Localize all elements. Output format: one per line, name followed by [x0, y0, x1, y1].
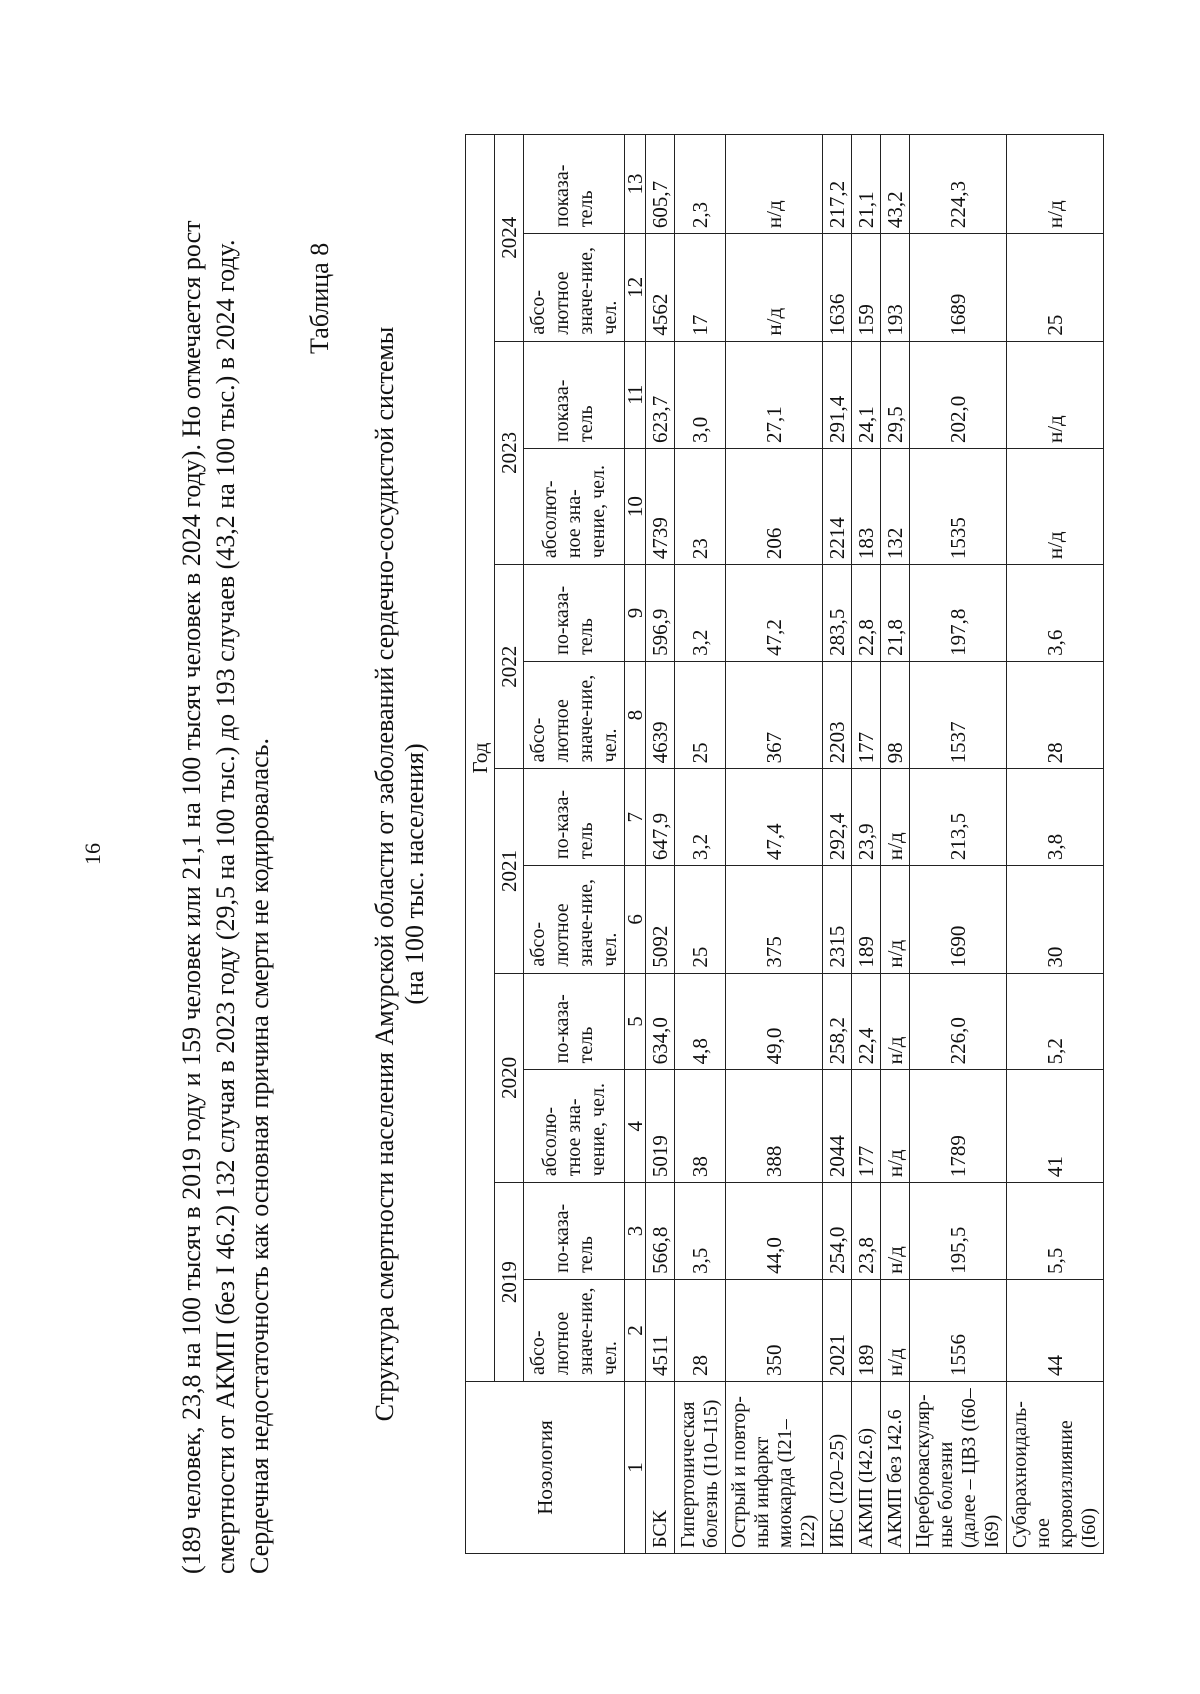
rate-value-cell: 3,6 — [1007, 565, 1104, 662]
absolute-value-cell: 2044 — [823, 1070, 852, 1183]
nosology-cell: АКМП без I42.6 — [881, 1382, 910, 1554]
rate-value-cell: 5,5 — [1007, 1183, 1104, 1280]
table-label: Таблица 8 — [305, 242, 334, 354]
rate-value-cell: 291,4 — [823, 341, 852, 448]
absolute-value-cell: 5019 — [646, 1070, 675, 1183]
nosology-cell: Острый и повтор-ный инфаркт миокарда (I21–I22) — [726, 1382, 823, 1554]
year-2020: 2020 — [495, 973, 524, 1183]
rate-value-cell: 3,0 — [675, 341, 726, 448]
rate-value-cell: 21,8 — [881, 565, 910, 662]
column-index: 9 — [625, 565, 646, 662]
column-index: 7 — [625, 769, 646, 866]
table-body — [646, 135, 1104, 1554]
table-row — [852, 135, 881, 1554]
subheader-rate: по-каза-тель — [524, 973, 625, 1070]
absolute-value-cell: 1556 — [910, 1279, 1007, 1381]
absolute-value-cell: 189 — [852, 866, 881, 973]
column-index: 1 — [625, 1382, 646, 1554]
rate-value-cell: 27,1 — [726, 341, 823, 448]
rate-value-cell: н/д — [881, 769, 910, 866]
absolute-value-cell: н/д — [726, 234, 823, 341]
rate-value-cell: н/д — [1007, 341, 1104, 448]
rate-value-cell: 226,0 — [910, 973, 1007, 1070]
table-row — [823, 135, 852, 1554]
year-2024: 2024 — [495, 135, 524, 342]
absolute-value-cell: 25 — [1007, 234, 1104, 341]
absolute-value-cell: 1690 — [910, 866, 1007, 973]
absolute-value-cell: 23 — [675, 449, 726, 565]
mortality-table — [465, 134, 1104, 1554]
column-index: 12 — [625, 234, 646, 341]
absolute-value-cell: 388 — [726, 1070, 823, 1183]
rate-value-cell: 43,2 — [881, 135, 910, 234]
rate-value-cell: 258,2 — [823, 973, 852, 1070]
column-index: 5 — [625, 973, 646, 1070]
rate-value-cell: н/д — [726, 135, 823, 234]
table-row — [910, 135, 1007, 1554]
table-row — [675, 135, 726, 1554]
absolute-value-cell: 98 — [881, 661, 910, 768]
absolute-value-cell: 2315 — [823, 866, 852, 973]
rate-value-cell: 195,5 — [910, 1183, 1007, 1280]
column-index: 8 — [625, 661, 646, 768]
rate-value-cell: 202,0 — [910, 341, 1007, 448]
subheader-absolute: абсо-лютное значе-ние, чел. — [524, 234, 625, 341]
absolute-value-cell: 5092 — [646, 866, 675, 973]
rate-value-cell: 213,5 — [910, 769, 1007, 866]
nosology-cell: АКМП (I42.6) — [852, 1382, 881, 1554]
table-row — [881, 135, 910, 1554]
column-index: 6 — [625, 866, 646, 973]
absolute-value-cell: 1789 — [910, 1070, 1007, 1183]
absolute-value-cell: 350 — [726, 1279, 823, 1381]
rate-value-cell: 21,1 — [852, 135, 881, 234]
absolute-value-cell: 28 — [675, 1279, 726, 1381]
subheader-absolute: абсо-лютное значе-ние, чел. — [524, 1279, 625, 1381]
subheader-rate: показа-тель — [524, 135, 625, 234]
table-caption — [370, 174, 430, 1574]
absolute-value-cell: 17 — [675, 234, 726, 341]
column-index: 11 — [625, 341, 646, 448]
column-index: 3 — [625, 1183, 646, 1280]
absolute-value-cell: 375 — [726, 866, 823, 973]
intro-paragraph — [175, 194, 277, 1574]
absolute-value-cell: 2203 — [823, 661, 852, 768]
paragraph-line: смертности от АКМП (без I 46.2) 132 случая в 2023 году (29,5 на 100 тыс.) до 193 случаев (43,2 на 100 тыс.) в 2024 году. — [211, 239, 240, 1574]
absolute-value-cell: 4639 — [646, 661, 675, 768]
subheader-rate: по-каза-тель — [524, 565, 625, 662]
rate-value-cell: н/д — [1007, 135, 1104, 234]
absolute-value-cell: 4562 — [646, 234, 675, 341]
subheader-absolute: абсолю-тное зна-чение, чел. — [524, 1070, 625, 1183]
nosology-header: Нозология — [466, 1382, 625, 1554]
page-number: 16 — [80, 843, 105, 865]
rate-value-cell: 623,7 — [646, 341, 675, 448]
paragraph-line: Сердечная недостаточность как основная причина смерти не кодировалась. — [245, 738, 274, 1574]
rate-value-cell: 566,8 — [646, 1183, 675, 1280]
rate-value-cell: 49,0 — [726, 973, 823, 1070]
year-2022: 2022 — [495, 565, 524, 769]
absolute-value-cell: н/д — [1007, 449, 1104, 565]
year-2019: 2019 — [495, 1183, 524, 1382]
rate-value-cell: 24,1 — [852, 341, 881, 448]
rate-value-cell: 5,2 — [1007, 973, 1104, 1070]
subheader-rate: по-каза-тель — [524, 1183, 625, 1280]
subheader-absolute: абсолют-ное зна-чение, чел. — [524, 449, 625, 565]
absolute-value-cell: 38 — [675, 1070, 726, 1183]
nosology-cell: БСК — [646, 1382, 675, 1554]
absolute-value-cell: 28 — [1007, 661, 1104, 768]
rate-value-cell: 3,2 — [675, 565, 726, 662]
rate-value-cell: 292,4 — [823, 769, 852, 866]
rate-value-cell: 596,9 — [646, 565, 675, 662]
year-2021: 2021 — [495, 769, 524, 973]
rate-value-cell: 197,8 — [910, 565, 1007, 662]
absolute-value-cell: 25 — [675, 866, 726, 973]
column-index: 2 — [625, 1279, 646, 1381]
table-row — [1007, 135, 1104, 1554]
absolute-value-cell: 1636 — [823, 234, 852, 341]
rate-value-cell: 605,7 — [646, 135, 675, 234]
rate-value-cell: 283,5 — [823, 565, 852, 662]
nosology-cell: Цереброваскуляр-ные болезни (далее – ЦВЗ (I60–I69) — [910, 1382, 1007, 1554]
absolute-value-cell: 4739 — [646, 449, 675, 565]
absolute-value-cell: 41 — [1007, 1070, 1104, 1183]
year-header: Год — [466, 135, 495, 1382]
rate-value-cell: 47,4 — [726, 769, 823, 866]
absolute-value-cell: н/д — [881, 866, 910, 973]
caption-line-1: Структура смертности населения Амурской области от заболеваний сердечно-сосудистой системы — [370, 326, 399, 1422]
table-row — [726, 135, 823, 1554]
rate-value-cell: 3,5 — [675, 1183, 726, 1280]
nosology-cell: Субарахноидаль-ное кровоизлияние (I60) — [1007, 1382, 1104, 1554]
rate-value-cell: н/д — [881, 973, 910, 1070]
absolute-value-cell: 132 — [881, 449, 910, 565]
rate-value-cell: 4,8 — [675, 973, 726, 1070]
absolute-value-cell: 2021 — [823, 1279, 852, 1381]
rate-value-cell: н/д — [881, 1183, 910, 1280]
rate-value-cell: 224,3 — [910, 135, 1007, 234]
absolute-value-cell: 193 — [881, 234, 910, 341]
rate-value-cell: 3,2 — [675, 769, 726, 866]
absolute-value-cell: 183 — [852, 449, 881, 565]
rate-value-cell: 47,2 — [726, 565, 823, 662]
absolute-value-cell: 367 — [726, 661, 823, 768]
absolute-value-cell: 177 — [852, 1070, 881, 1183]
absolute-value-cell: 1689 — [910, 234, 1007, 341]
subheader-absolute: абсо-лютное значе-ние, чел. — [524, 866, 625, 973]
subheader-rate: показа-тель — [524, 341, 625, 448]
column-index: 13 — [625, 135, 646, 234]
rate-value-cell: 2,3 — [675, 135, 726, 234]
absolute-value-cell: 2214 — [823, 449, 852, 565]
rate-value-cell: 23,9 — [852, 769, 881, 866]
paragraph-line: (189 человек, 23,8 на 100 тысяч в 2019 году и 159 человек или 21,1 на 100 тысяч человек в 2024 году). Но отмечается рост — [177, 220, 206, 1574]
column-index-row — [625, 135, 646, 1554]
caption-line-2: (на 100 тыс. населения) — [400, 743, 429, 1005]
absolute-value-cell: 189 — [852, 1279, 881, 1381]
table-row — [646, 135, 675, 1554]
absolute-value-cell: 1537 — [910, 661, 1007, 768]
subheader-rate: по-каза-тель — [524, 769, 625, 866]
rate-value-cell: 44,0 — [726, 1183, 823, 1280]
absolute-value-cell: 1535 — [910, 449, 1007, 565]
rate-value-cell: 23,8 — [852, 1183, 881, 1280]
rate-value-cell: 647,9 — [646, 769, 675, 866]
rate-value-cell: 22,8 — [852, 565, 881, 662]
absolute-value-cell: н/д — [881, 1070, 910, 1183]
rate-value-cell: 217,2 — [823, 135, 852, 234]
absolute-value-cell: 25 — [675, 661, 726, 768]
nosology-cell: ИБС (I20–25) — [823, 1382, 852, 1554]
rate-value-cell: 3,8 — [1007, 769, 1104, 866]
rate-value-cell: 634,0 — [646, 973, 675, 1070]
rate-value-cell: 254,0 — [823, 1183, 852, 1280]
nosology-cell: Гипертоническая болезнь (I10–I15) — [675, 1382, 726, 1554]
absolute-value-cell: 177 — [852, 661, 881, 768]
column-index: 10 — [625, 449, 646, 565]
absolute-value-cell: н/д — [881, 1279, 910, 1381]
rate-value-cell: 29,5 — [881, 341, 910, 448]
year-2023: 2023 — [495, 341, 524, 565]
column-index: 4 — [625, 1070, 646, 1183]
absolute-value-cell: 44 — [1007, 1279, 1104, 1381]
absolute-value-cell: 30 — [1007, 866, 1104, 973]
absolute-value-cell: 4511 — [646, 1279, 675, 1381]
rate-value-cell: 22,4 — [852, 973, 881, 1070]
absolute-value-cell: 159 — [852, 234, 881, 341]
subheader-absolute: абсо-лютное значе-ние, чел. — [524, 661, 625, 768]
absolute-value-cell: 206 — [726, 449, 823, 565]
